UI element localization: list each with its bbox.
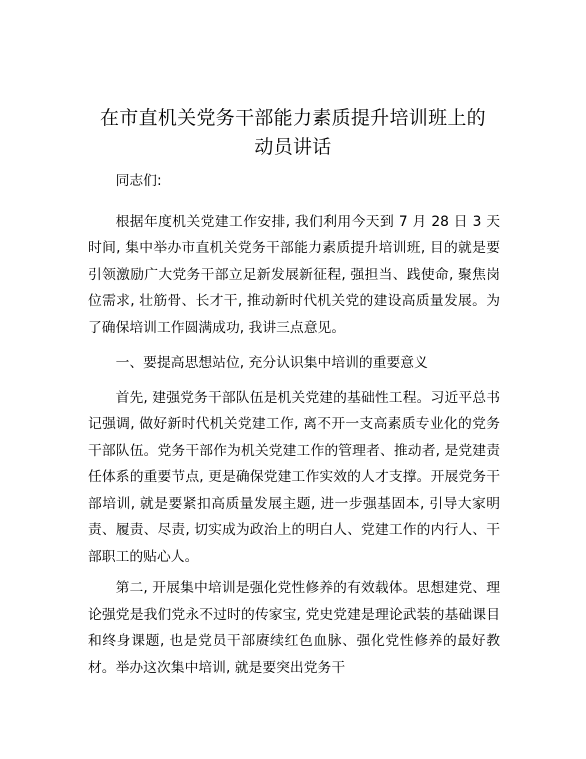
title-line-1: 在市直机关党务干部能力素质提升培训班上的 bbox=[99, 107, 486, 129]
paragraph-second-point: 第二, 开展集中培训是强化党性修养的有效载体。思想建党、理论强党是我们党永不过时的传家宝, 党史党建是理论武装的基础课目和终身课题, 也是党员干部赓续红色血脉、强化党性修养的最好教材。举办这次集中培训, 就是要突出党务干 bbox=[88, 580, 500, 676]
title-line-2: 动员讲话 bbox=[254, 136, 332, 158]
section-heading-1: 一、要提高思想站位, 充分认识集中培训的重要意义 bbox=[115, 355, 428, 371]
paragraph-intro: 根据年度机关党建工作安排, 我们利用今天到 7 月 28 日 3 天时间, 集中举办市直机关党务干部能力素质提升培训班, 目的就是要引领激励广大党务干部立足新发展新征程, 强担当、践使命, 聚焦岗位需求, 壮筋骨、长才干, 推动新时代机关党的建设高质量发展。为了确保培训工作圆满成功, 我讲三点意见。 bbox=[88, 213, 500, 336]
document-body bbox=[88, 168, 500, 686]
paragraph-first-point: 首先, 建强党务干部队伍是机关党建的基础性工程。习近平总书记强调, 做好新时代机关党建工作, 离不开一支高素质专业化的党务干部队伍。党务干部作为机关党建工作的管理者、推动者, 是党建责任体系的重要节点, 更是确保党建工作实效的人才支撑。开展党务干部培训, 就是要紧扣高质量发展主题, 进一步强基固本, 引导大家明责、履责、尽责, 切实成为政治上的明白人、党建工作的内行人、干部职工的贴心人。 bbox=[88, 389, 500, 565]
greeting: 同志们: bbox=[115, 173, 162, 189]
document-title bbox=[60, 104, 526, 162]
